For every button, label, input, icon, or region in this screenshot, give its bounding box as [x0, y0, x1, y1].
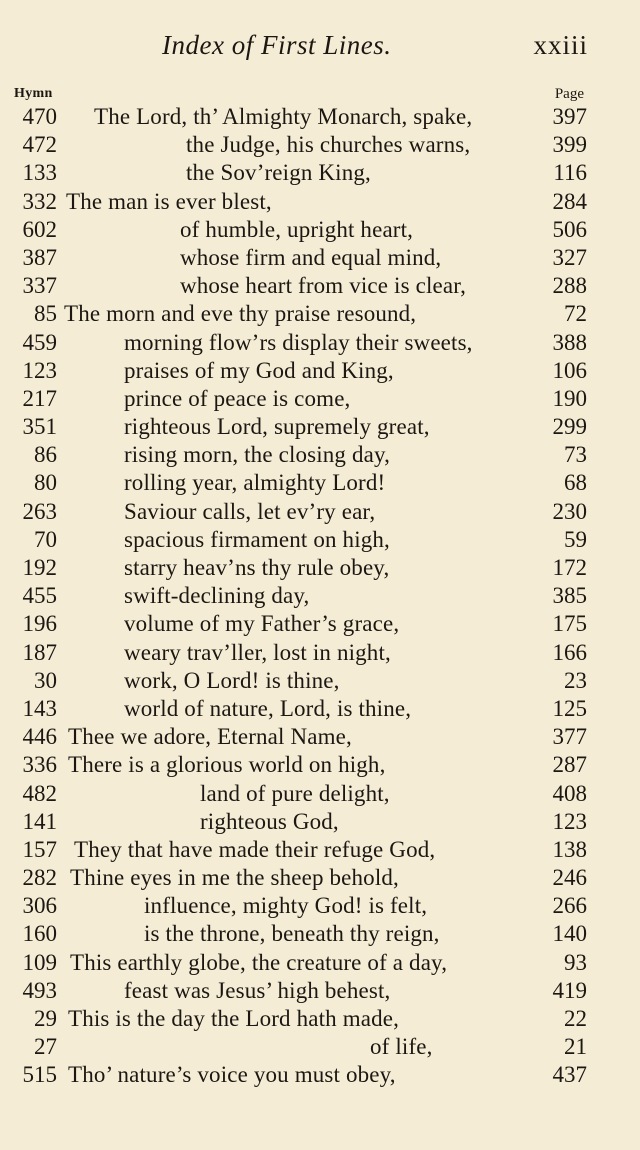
- index-entry: [0, 498, 640, 526]
- hymn-number: 30: [34, 667, 57, 693]
- hymn-number: 85: [34, 301, 57, 327]
- page-reference: 287: [552, 752, 587, 778]
- first-line-text: world of nature, Lord, is thine,: [124, 695, 412, 721]
- page-reference: 125: [552, 695, 587, 721]
- page-reference: 408: [552, 780, 587, 806]
- page-reference: 288: [552, 273, 587, 299]
- index-entry: [0, 554, 640, 582]
- page-reference: 419: [552, 977, 587, 1003]
- page-reference: 175: [552, 611, 587, 637]
- hymn-number: 80: [34, 470, 57, 496]
- page-reference: 23: [564, 667, 587, 693]
- hymn-number: 351: [22, 414, 57, 440]
- index-entry: [0, 892, 640, 920]
- hymn-number: 109: [22, 949, 57, 975]
- hymn-number: 472: [22, 132, 57, 158]
- page-reference: 73: [564, 442, 587, 468]
- index-entry: [0, 639, 640, 667]
- hymn-number: 455: [22, 583, 57, 609]
- first-line-text: They that have made their refuge God,: [74, 836, 436, 862]
- index-entry: [0, 1061, 640, 1089]
- index-entry: [0, 441, 640, 469]
- index-entry: [0, 836, 640, 864]
- hymn-number: 196: [22, 611, 57, 637]
- first-line-text: the Judge, his churches warns,: [186, 132, 471, 158]
- hymn-number: 70: [34, 526, 57, 552]
- hymn-number: 86: [34, 442, 57, 468]
- hymn-number: 387: [22, 244, 57, 270]
- first-line-text: of life,: [370, 1034, 433, 1060]
- page-reference: 72: [564, 301, 587, 327]
- page-reference: 399: [552, 132, 587, 158]
- page-reference: 388: [552, 329, 587, 355]
- index-entry: [0, 216, 640, 244]
- first-line-text: morning flow’rs display their sweets,: [124, 329, 473, 355]
- page-reference: 190: [552, 385, 587, 411]
- hymn-number: 515: [22, 1062, 57, 1088]
- hymn-number: 27: [34, 1034, 57, 1060]
- hymn-number: 602: [22, 216, 57, 242]
- hymn-number: 493: [22, 977, 57, 1003]
- index-entry: [0, 385, 640, 413]
- first-line-text: the Sov’reign King,: [186, 160, 371, 186]
- first-line-text: whose heart from vice is clear,: [180, 273, 466, 299]
- hymn-column-header: Hymn: [14, 86, 53, 101]
- page-reference: 59: [564, 526, 587, 552]
- hymn-number: 459: [22, 329, 57, 355]
- page-reference: 116: [553, 160, 587, 186]
- first-line-text: of humble, upright heart,: [180, 216, 414, 242]
- index-entry: [0, 610, 640, 638]
- page-reference: 506: [552, 216, 587, 242]
- index-entry: [0, 244, 640, 272]
- first-line-text: praises of my God and King,: [124, 357, 394, 383]
- page-number: xxiii: [533, 30, 588, 60]
- first-line-text: rolling year, almighty Lord!: [124, 470, 386, 496]
- index-entry: [0, 1033, 640, 1061]
- index-entry: [0, 864, 640, 892]
- hymn-number: 157: [22, 836, 57, 862]
- hymn-number: 337: [22, 273, 57, 299]
- page-column-header: Page: [554, 86, 584, 102]
- first-line-text: righteous God,: [200, 808, 339, 834]
- index-entry: [0, 667, 640, 695]
- first-line-text: rising morn, the closing day,: [124, 442, 391, 468]
- index-entry: [0, 949, 640, 977]
- page-reference: 397: [552, 104, 587, 129]
- first-line-text: prince of peace is come,: [124, 385, 351, 411]
- index-entry: [0, 977, 640, 1005]
- first-line-text: righteous Lord, supremely great,: [124, 414, 430, 440]
- page-reference: 93: [564, 949, 587, 975]
- first-line-text: weary trav’ller, lost in night,: [124, 639, 391, 665]
- column-headers: [0, 86, 640, 104]
- first-line-text: This is the day the Lord hath made,: [68, 1006, 400, 1031]
- running-title: Index of First Lines.: [162, 30, 392, 60]
- index-entry: [0, 780, 640, 808]
- index-entry: [0, 723, 640, 751]
- index-entry: [0, 103, 640, 131]
- page-reference: 230: [552, 498, 587, 524]
- hymn-number: 217: [22, 385, 57, 411]
- page-reference: 138: [552, 836, 587, 862]
- hymn-number: 187: [22, 639, 57, 665]
- running-head: [0, 30, 640, 70]
- page-reference: 123: [552, 808, 587, 834]
- first-line-text: feast was Jesus’ high behest,: [124, 977, 391, 1003]
- first-line-text: land of pure delight,: [200, 780, 390, 806]
- first-line-text: Tho’ nature’s voice you must obey,: [68, 1062, 396, 1088]
- index-entry: [0, 413, 640, 441]
- hymn-number: 192: [22, 555, 57, 580]
- index-entry: [0, 272, 640, 300]
- index-entry: [0, 188, 640, 216]
- index-entry: [0, 695, 640, 723]
- page-reference: 166: [552, 639, 587, 665]
- first-line-text: Thee we adore, Eternal Name,: [68, 724, 352, 750]
- page-reference: 377: [552, 724, 587, 750]
- page-reference: 327: [552, 244, 587, 270]
- page-reference: 299: [552, 414, 587, 440]
- page-reference: 246: [552, 865, 587, 891]
- hymn-number: 263: [22, 498, 57, 524]
- page-reference: 385: [552, 583, 587, 609]
- page-reference: 22: [564, 1006, 587, 1031]
- index-entry: [0, 526, 640, 554]
- first-line-text: The Lord, th’ Almighty Monarch, spake,: [94, 104, 473, 129]
- hymn-number: 332: [22, 188, 57, 214]
- first-line-text: is the throne, beneath thy reign,: [144, 921, 440, 947]
- hymn-number: 282: [22, 865, 57, 891]
- hymn-number: 141: [22, 808, 57, 834]
- hymn-number: 160: [22, 921, 57, 947]
- hymn-number: 446: [22, 724, 57, 750]
- hymn-number: 470: [22, 104, 57, 129]
- hymn-number: 29: [34, 1006, 57, 1031]
- first-line-text: work, O Lord! is thine,: [124, 667, 340, 693]
- first-line-text: The man is ever blest,: [66, 188, 272, 214]
- page-reference: 68: [564, 470, 587, 496]
- index-entry: [0, 159, 640, 187]
- first-line-text: influence, mighty God! is felt,: [144, 893, 428, 919]
- page-reference: 284: [552, 188, 587, 214]
- first-line-text: Saviour calls, let ev’ry ear,: [124, 498, 376, 524]
- first-line-text: volume of my Father’s grace,: [124, 611, 400, 637]
- hymn-number: 123: [22, 357, 57, 383]
- first-line-text: spacious firmament on high,: [124, 526, 390, 552]
- index-entry: [0, 131, 640, 159]
- hymn-number: 133: [22, 160, 57, 186]
- first-lines-index: [0, 103, 640, 1090]
- index-entry: [0, 300, 640, 328]
- index-entry: [0, 582, 640, 610]
- page-reference: 266: [552, 893, 587, 919]
- index-entry: [0, 357, 640, 385]
- page-reference: 172: [552, 555, 587, 580]
- index-entry: [0, 469, 640, 497]
- first-line-text: whose firm and equal mind,: [180, 244, 442, 270]
- first-line-text: swift-declining day,: [124, 583, 310, 609]
- first-line-text: The morn and eve thy praise resound,: [64, 301, 417, 327]
- index-entry: [0, 808, 640, 836]
- hymn-number: 482: [22, 780, 57, 806]
- index-entry: [0, 751, 640, 779]
- hymn-number: 143: [22, 695, 57, 721]
- first-line-text: Thine eyes in me the sheep behold,: [70, 865, 399, 891]
- index-entry: [0, 1005, 640, 1033]
- index-entry: [0, 920, 640, 948]
- first-line-text: There is a glorious world on high,: [68, 752, 386, 778]
- index-entry: [0, 329, 640, 357]
- hymn-number: 306: [22, 893, 57, 919]
- hymn-number: 336: [22, 752, 57, 778]
- page-reference: 437: [552, 1062, 587, 1088]
- first-line-text: This earthly globe, the creature of a day,: [70, 949, 448, 975]
- page-reference: 21: [564, 1034, 587, 1060]
- page-reference: 140: [552, 921, 587, 947]
- page-reference: 106: [552, 357, 587, 383]
- first-line-text: starry heav’ns thy rule obey,: [124, 555, 390, 580]
